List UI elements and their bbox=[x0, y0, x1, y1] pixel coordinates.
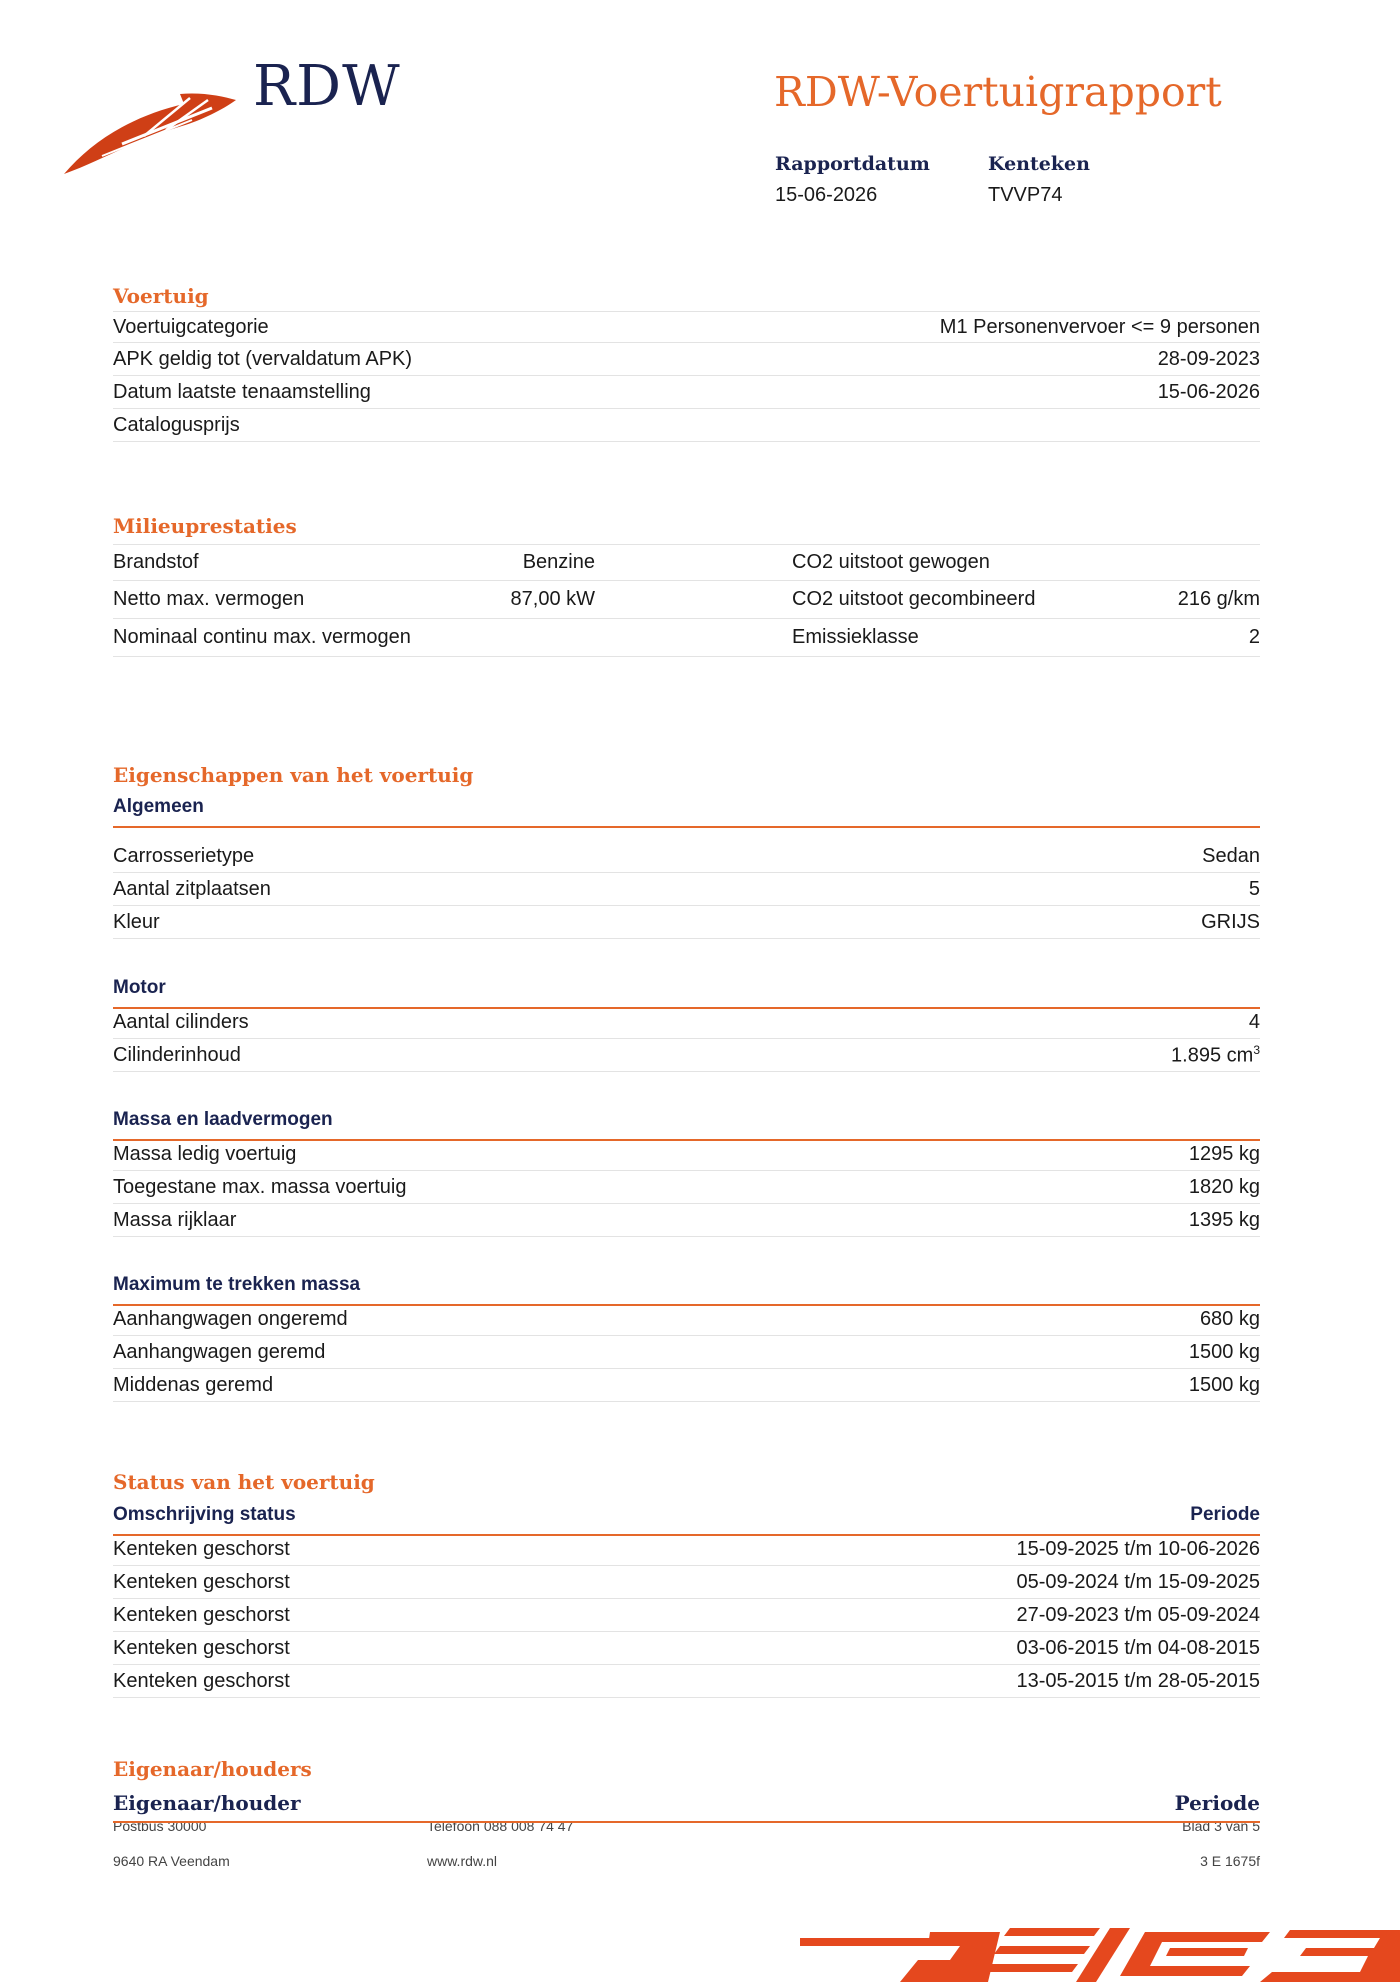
row-value: 27-09-2023 t/m 05-09-2024 bbox=[1016, 1604, 1260, 1626]
row-label: Netto max. vermogen bbox=[113, 588, 305, 610]
column-header: Periode bbox=[1190, 1504, 1260, 1525]
section-title-eigenaar: Eigenaar/houders bbox=[113, 1757, 312, 1781]
row-value: 1500 kg bbox=[1188, 1341, 1260, 1363]
row-value: 5 bbox=[1248, 878, 1260, 900]
table-row bbox=[113, 1007, 1260, 1039]
row-label: Datum laatste tenaamstelling bbox=[113, 381, 371, 403]
row-label: Aantal cilinders bbox=[113, 1011, 249, 1033]
row-value: 05-09-2024 t/m 15-09-2025 bbox=[1016, 1571, 1260, 1593]
row-value: Sedan bbox=[1202, 845, 1260, 867]
table-row bbox=[113, 410, 1260, 442]
row-label: Cilinderinhoud bbox=[113, 1044, 241, 1066]
subsection-title-algemeen bbox=[113, 796, 1260, 818]
table-row bbox=[113, 620, 1260, 657]
row-value: 1820 kg bbox=[1188, 1176, 1260, 1198]
value-text: 1.895 cm bbox=[1171, 1044, 1254, 1067]
row-label: Aanhangwagen geremd bbox=[113, 1341, 326, 1363]
table-row bbox=[113, 1666, 1260, 1698]
table-row bbox=[113, 1040, 1260, 1072]
row-label: Kenteken geschorst bbox=[113, 1538, 290, 1560]
column-header: Periode bbox=[1174, 1791, 1260, 1815]
row-value: M1 Personenvervoer <= 9 personen bbox=[939, 315, 1260, 338]
row-label: Massa rijklaar bbox=[113, 1209, 237, 1231]
table-row bbox=[113, 311, 1260, 343]
status-table-header bbox=[113, 1504, 1260, 1526]
row-label: CO2 uitstoot gecombineerd bbox=[792, 588, 1036, 610]
row-value: 28-09-2023 bbox=[1157, 348, 1260, 370]
table-row bbox=[113, 907, 1260, 939]
footer-code: 3 E 1675f bbox=[1200, 1853, 1260, 1869]
eigenaar-table-header bbox=[113, 1791, 1260, 1815]
row-value: 15-06-2026 bbox=[1157, 381, 1260, 403]
table-row bbox=[113, 874, 1260, 906]
row-label: Carrosserietype bbox=[113, 845, 255, 867]
row-label: Catalogusprijs bbox=[113, 414, 240, 436]
footer-website: www.rdw.nl bbox=[427, 1853, 498, 1869]
row-value: 1295 kg bbox=[1188, 1143, 1260, 1165]
column-header: Omschrijving status bbox=[113, 1504, 296, 1525]
table-row bbox=[113, 544, 1260, 581]
logo-text: RDW bbox=[253, 54, 401, 119]
subsection-title-trekken bbox=[113, 1274, 1260, 1296]
divider bbox=[113, 826, 1260, 828]
footer-postbus: Postbus 30000 bbox=[113, 1818, 207, 1834]
row-label: Massa ledig voertuig bbox=[113, 1143, 297, 1165]
section-title-status: Status van het voertuig bbox=[113, 1470, 375, 1494]
rdw-logo-icon bbox=[62, 86, 238, 178]
row-label: Kenteken geschorst bbox=[113, 1604, 290, 1626]
subsection-label: Motor bbox=[113, 977, 166, 998]
row-value: 4 bbox=[1248, 1011, 1260, 1033]
report-title: RDW-Voertuigrapport bbox=[774, 68, 1222, 116]
table-row bbox=[113, 1567, 1260, 1599]
report-date-label: Rapportdatum bbox=[775, 153, 930, 175]
row-label: Voertuigcategorie bbox=[113, 315, 269, 338]
table-row bbox=[113, 1139, 1260, 1171]
row-value: 2 bbox=[1248, 626, 1260, 648]
row-value bbox=[1171, 1043, 1260, 1068]
row-label: Nominaal continu max. vermogen bbox=[113, 626, 411, 648]
subsection-title-motor bbox=[113, 977, 1260, 999]
row-label: Kleur bbox=[113, 911, 160, 933]
column-header: Eigenaar/houder bbox=[113, 1791, 301, 1815]
table-row bbox=[113, 344, 1260, 376]
row-label: Emissieklasse bbox=[792, 626, 919, 648]
subsection-label: Massa en laadvermogen bbox=[113, 1109, 333, 1130]
table-row bbox=[113, 377, 1260, 409]
plate-number: TVVP74 bbox=[988, 184, 1063, 206]
row-label: Aanhangwagen ongeremd bbox=[113, 1308, 348, 1330]
row-value: 87,00 kW bbox=[510, 588, 595, 610]
row-label: Brandstof bbox=[113, 551, 199, 573]
row-value: 216 g/km bbox=[1177, 588, 1260, 610]
plate-label: Kenteken bbox=[988, 153, 1090, 175]
row-label: Kenteken geschorst bbox=[113, 1637, 290, 1659]
divider bbox=[113, 1821, 1260, 1823]
table-row bbox=[113, 582, 1260, 619]
row-value: 1500 kg bbox=[1188, 1374, 1260, 1396]
table-row bbox=[113, 841, 1260, 873]
row-value: 03-06-2015 t/m 04-08-2015 bbox=[1016, 1637, 1260, 1659]
row-value: 13-05-2015 t/m 28-05-2015 bbox=[1016, 1670, 1260, 1692]
table-row bbox=[113, 1172, 1260, 1204]
section-title-voertuig: Voertuig bbox=[113, 284, 209, 308]
row-value: 1395 kg bbox=[1188, 1209, 1260, 1231]
row-label: Aantal zitplaatsen bbox=[113, 878, 271, 900]
row-value: 15-09-2025 t/m 10-06-2026 bbox=[1016, 1538, 1260, 1560]
row-value: Benzine bbox=[522, 551, 595, 573]
section-title-milieu: Milieuprestaties bbox=[113, 514, 297, 538]
row-value: 680 kg bbox=[1199, 1308, 1260, 1330]
footer-phone: Telefoon 088 008 74 47 bbox=[427, 1818, 574, 1834]
table-row bbox=[113, 1534, 1260, 1566]
table-row bbox=[113, 1205, 1260, 1237]
section-title-eigenschappen: Eigenschappen van het voertuig bbox=[113, 763, 474, 787]
table-row bbox=[113, 1370, 1260, 1402]
row-value: GRIJS bbox=[1201, 911, 1260, 933]
table-row bbox=[113, 1600, 1260, 1632]
table-row bbox=[113, 1337, 1260, 1369]
table-row bbox=[113, 1633, 1260, 1665]
row-label: Toegestane max. massa voertuig bbox=[113, 1176, 407, 1198]
value-superscript: 3 bbox=[1253, 1043, 1260, 1058]
report-date: 15-06-2026 bbox=[775, 184, 878, 206]
table-row bbox=[113, 1304, 1260, 1336]
footer-page: Blad 3 van 5 bbox=[1182, 1818, 1260, 1834]
row-label: CO2 uitstoot gewogen bbox=[792, 551, 990, 573]
row-label: APK geldig tot (vervaldatum APK) bbox=[113, 348, 413, 370]
subsection-label: Maximum te trekken massa bbox=[113, 1274, 361, 1295]
rdw-stripes-icon bbox=[800, 1926, 1400, 1982]
row-label: Kenteken geschorst bbox=[113, 1571, 290, 1593]
subsection-label: Algemeen bbox=[113, 796, 204, 817]
subsection-title-massa bbox=[113, 1109, 1260, 1131]
footer-address: 9640 RA Veendam bbox=[113, 1853, 230, 1869]
row-label: Middenas geremd bbox=[113, 1374, 274, 1396]
row-label: Kenteken geschorst bbox=[113, 1670, 290, 1692]
